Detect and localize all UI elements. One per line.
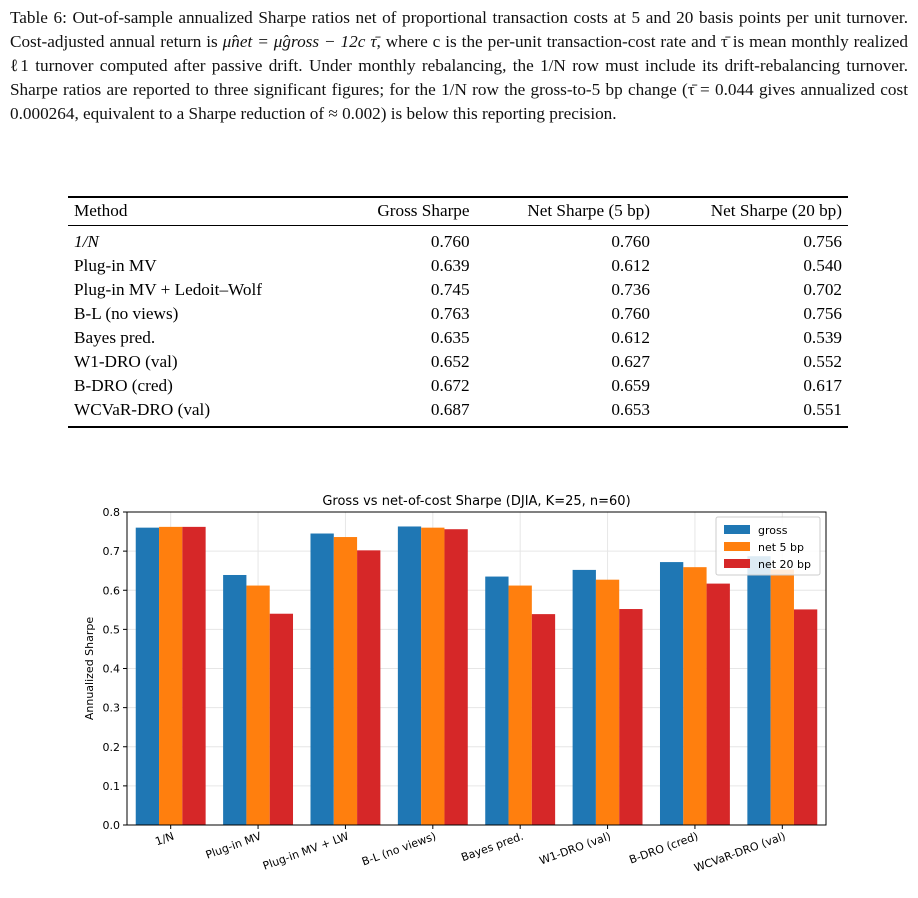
- x-tick-label: Plug-in MV + LW: [261, 829, 351, 873]
- x-tick-label: Bayes pred.: [459, 829, 526, 865]
- value-cell: 0.702: [803, 280, 842, 299]
- table-row: [68, 350, 848, 374]
- value-cell: 0.627: [611, 352, 650, 371]
- method-cell: Plug-in MV + Ledoit–Wolf: [74, 280, 262, 299]
- value-cell: 0.551: [656, 398, 848, 427]
- legend-swatch-net-5-bp: [724, 542, 750, 551]
- value-cell: 0.639: [430, 256, 470, 275]
- bar-gross: [660, 562, 683, 825]
- bar-gross: [136, 528, 159, 825]
- bar-net-5-bp: [334, 537, 357, 825]
- header-gross: Gross Sharpe: [336, 197, 476, 226]
- bar-net-5-bp: [421, 528, 444, 825]
- x-tick-label: WCVaR-DRO (val): [692, 829, 788, 875]
- legend-label: net 5 bp: [758, 541, 805, 554]
- bar-net-20-bp: [619, 609, 642, 825]
- table-row: [68, 226, 848, 255]
- table-row: [68, 278, 848, 302]
- bar-net-20-bp: [357, 550, 380, 825]
- legend-label: gross: [758, 524, 788, 537]
- value-cell: 0.539: [803, 328, 842, 347]
- method-cell: B-L (no views): [74, 304, 179, 323]
- table-row: [68, 326, 848, 350]
- sharpe-table: [68, 196, 848, 428]
- bar-gross: [747, 556, 770, 825]
- y-tick-label: 0.5: [102, 623, 120, 637]
- bar-net-5-bp: [771, 570, 794, 825]
- bar-net-5-bp: [683, 567, 706, 825]
- legend-label: net 20 bp: [758, 558, 812, 571]
- value-cell: 0.756: [803, 304, 842, 323]
- x-tick-label: B-DRO (cred): [627, 829, 700, 867]
- legend-swatch-net-20-bp: [724, 559, 750, 568]
- value-cell: 0.756: [803, 232, 842, 251]
- header-net20: Net Sharpe (20 bp): [656, 197, 848, 226]
- value-cell: 0.760: [430, 232, 470, 251]
- value-cell: 0.552: [803, 352, 842, 371]
- table-row: [68, 398, 848, 427]
- bar-gross: [223, 575, 246, 825]
- y-tick-label: 0.7: [102, 545, 120, 559]
- method-cell: WCVaR-DRO (val): [68, 398, 336, 427]
- value-cell: 0.687: [336, 398, 476, 427]
- value-cell: 0.612: [611, 256, 650, 275]
- bar-gross: [310, 534, 333, 825]
- bar-net-20-bp: [182, 527, 205, 825]
- value-cell: 0.760: [611, 232, 650, 251]
- sharpe-bar-chart: [0, 480, 918, 898]
- bar-net-20-bp: [444, 529, 467, 825]
- chart-title: Gross vs net-of-cost Sharpe (DJIA, K=25, n=60): [322, 494, 631, 509]
- y-tick-label: 0.8: [102, 506, 120, 519]
- method-cell: Bayes pred.: [74, 328, 156, 347]
- legend-swatch-gross: [724, 525, 750, 534]
- x-tick-label: 1/N: [153, 829, 176, 849]
- caption-body: , where c is the per-unit transaction-cost rate and τ̄ is mean monthly realized ℓ1 turnover computed after passive drift. Under monthly rebalancing, the 1/N row must include its drift-rebalancing turnover. Sharpe ratios are reported to three significant figures; for the 1/N row the gross-to-5 bp change (τ̄ = 0.044 gives annualized cost 0.000264, equivalent to a Sharpe reduction of ≈ 0.002) is below this reporting precision.: [10, 32, 908, 123]
- y-tick-label: 0.3: [102, 701, 120, 715]
- value-cell: 0.659: [611, 376, 650, 395]
- table-header-row: [68, 197, 848, 226]
- value-cell: 0.760: [611, 304, 650, 323]
- value-cell: 0.653: [476, 398, 656, 427]
- method-cell: Plug-in MV: [74, 256, 157, 275]
- y-tick-label: 0.2: [102, 740, 120, 754]
- x-tick-label: Plug-in MV: [203, 829, 264, 862]
- bar-net-20-bp: [794, 609, 817, 825]
- value-cell: 0.672: [430, 376, 470, 395]
- bar-gross: [573, 570, 596, 825]
- caption-lead: Table 6: Out-of-sample annualized Sharpe ratios net of proportional transaction costs at 5 and 20 basis points per unit turnover. Cost-adjusted annual return is: [10, 8, 908, 51]
- value-cell: 0.763: [430, 304, 470, 323]
- table-row: [68, 302, 848, 326]
- bar-net-20-bp: [707, 584, 730, 825]
- bar-net-20-bp: [532, 614, 555, 825]
- header-method: Method: [68, 197, 336, 226]
- y-tick-label: 0.6: [102, 584, 120, 598]
- table-row: [68, 374, 848, 398]
- table-caption: [10, 6, 908, 126]
- caption-formula: μ̂net = μ̂gross − 12c τ̄: [222, 32, 377, 51]
- y-tick-label: 0.0: [102, 819, 120, 832]
- bar-net-5-bp: [159, 527, 182, 825]
- bar-net-20-bp: [270, 614, 293, 825]
- method-cell: B-DRO (cred): [74, 376, 173, 395]
- table-row: [68, 254, 848, 278]
- method-cell: W1-DRO (val): [74, 352, 178, 371]
- bar-net-5-bp: [246, 586, 269, 825]
- y-tick-label: 0.4: [102, 662, 120, 676]
- value-cell: 0.635: [430, 328, 470, 347]
- value-cell: 0.617: [803, 376, 842, 395]
- bar-gross: [485, 577, 508, 825]
- header-net5: Net Sharpe (5 bp): [476, 197, 656, 226]
- method-cell: 1/N: [74, 232, 99, 251]
- bar-net-5-bp: [509, 586, 532, 825]
- x-tick-label: W1-DRO (val): [537, 829, 613, 868]
- value-cell: 0.540: [803, 256, 842, 275]
- bar-gross: [398, 526, 421, 825]
- y-tick-label: 0.1: [102, 779, 120, 793]
- value-cell: 0.612: [611, 328, 650, 347]
- value-cell: 0.745: [430, 280, 470, 299]
- bar-net-5-bp: [596, 580, 619, 825]
- y-axis-label: Annualized Sharpe: [83, 616, 96, 721]
- value-cell: 0.652: [430, 352, 470, 371]
- value-cell: 0.736: [611, 280, 650, 299]
- x-tick-label: B-L (no views): [360, 829, 438, 869]
